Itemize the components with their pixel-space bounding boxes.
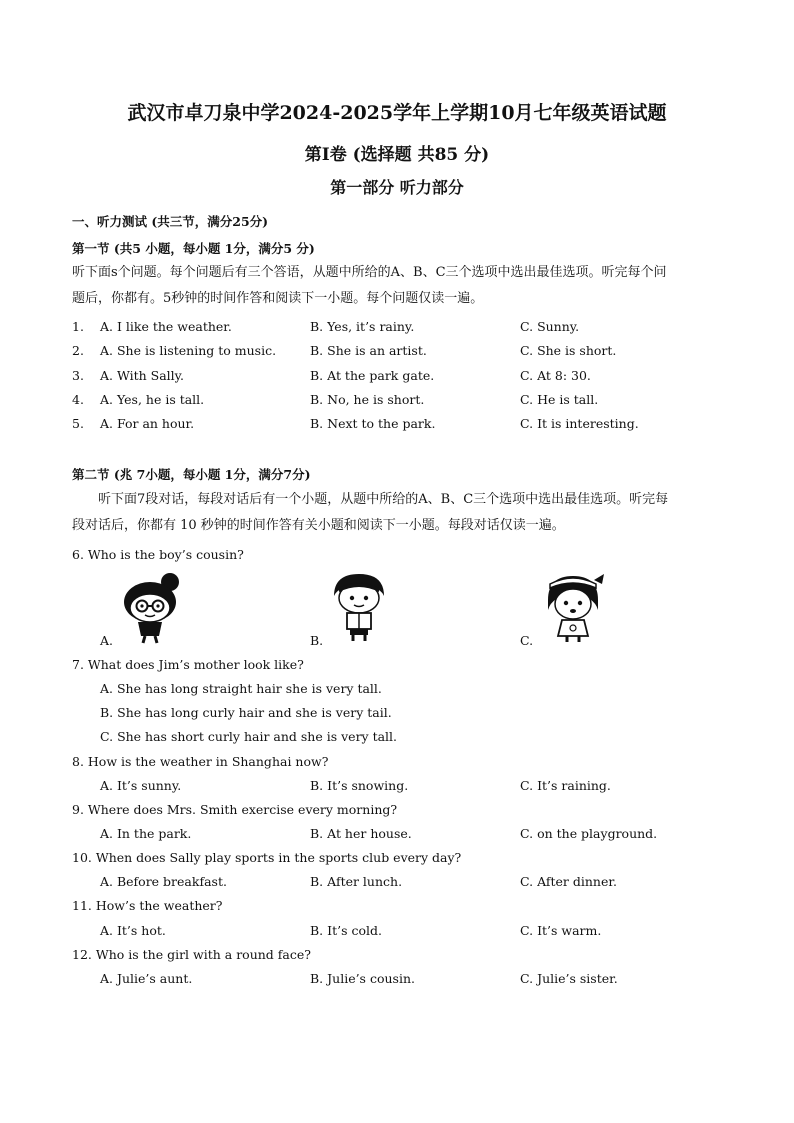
instruction-line: 题后，你都有。5秒钟的时间作答和阅读下一小题。每个问题仅读一遍。 — [72, 291, 484, 306]
subsection-2-heading: 第二节 (兆 7小题，每小题 1分，满分7分) — [72, 467, 311, 482]
option-a: A. With Sally. — [100, 368, 185, 383]
option-b: B. After lunch. — [310, 874, 403, 889]
picture-label-a: A. — [100, 633, 114, 648]
girl-with-glasses-picture — [112, 572, 194, 648]
option-c: C. He is tall. — [520, 392, 599, 407]
option-b: B. It’s cold. — [310, 923, 382, 938]
option-b: B. Next to the park. — [310, 416, 436, 431]
option-c: C. Sunny. — [520, 319, 580, 334]
option-a: A. For an hour. — [100, 416, 195, 431]
picture-label-c: C. — [520, 633, 534, 648]
question-row — [72, 390, 732, 410]
option-a: A. She has long straight hair she is very tall. — [100, 681, 382, 696]
question-row — [72, 921, 732, 941]
instruction-line: 听下面s个问题。每个问题后有三个答语，从题中所给的A、B、C三个选项中选出最佳选项。听完每个问 — [72, 265, 667, 280]
volume-title: 第Ⅰ卷 (选择题 共85 分) — [304, 145, 490, 165]
question-number: 2. — [72, 343, 84, 358]
question-11: 11. How’s the weather? — [72, 898, 223, 913]
option-b: B. At the park gate. — [310, 368, 435, 383]
boy-picture — [326, 570, 392, 646]
option-a: A. I like the weather. — [100, 319, 232, 334]
question-number: 1. — [72, 319, 84, 334]
subsection-2-instructions — [72, 487, 722, 539]
option-b: B. No, he is short. — [310, 392, 425, 407]
section-heading: 一、听力测试 (共三节，满分25分) — [72, 214, 269, 229]
subsection-1-heading: 第一节 (共5 小题，每小题 1分，满分5 分) — [72, 241, 315, 256]
question-row — [72, 824, 732, 844]
question-8: 8. How is the weather in Shanghai now? — [72, 754, 329, 769]
question-12: 12. Who is the girl with a round face? — [72, 947, 311, 962]
question-row — [72, 341, 732, 361]
option-c: C. It’s warm. — [520, 923, 602, 938]
question-10: 10. When does Sally play sports in the sports club every day? — [72, 850, 462, 865]
option-c: C. She has short curly hair and she is very tall. — [100, 729, 398, 744]
option-b: B. She is an artist. — [310, 343, 427, 358]
option-a: A. In the park. — [100, 826, 192, 841]
question-row — [72, 366, 732, 386]
option-b: B. Yes, it’s rainy. — [310, 319, 415, 334]
option-a: A. Before breakfast. — [100, 874, 227, 889]
question-7: 7. What does Jim’s mother look like? — [72, 657, 304, 672]
option-a: A. She is listening to music. — [100, 343, 277, 358]
question-row — [72, 776, 732, 796]
question-row — [72, 872, 732, 892]
option-c: C. After dinner. — [520, 874, 617, 889]
question-row — [72, 969, 732, 989]
part-title: 第一部分 听力部分 — [330, 178, 464, 197]
option-b: B. Julie’s cousin. — [310, 971, 415, 986]
option-c: C. It is interesting. — [520, 416, 639, 431]
question-6: 6. Who is the boy’s cousin? — [72, 547, 244, 562]
option-b: B. She has long curly hair and she is very tail. — [100, 705, 392, 720]
picture-label-b: B. — [310, 633, 324, 648]
option-b: B. At her house. — [310, 826, 412, 841]
question-9: 9. Where does Mrs. Smith exercise every morning? — [72, 802, 398, 817]
question-row — [72, 414, 732, 434]
option-c: C. She is short. — [520, 343, 617, 358]
question-number: 3. — [72, 368, 84, 383]
question-row — [72, 317, 732, 337]
option-b: B. It’s snowing. — [310, 778, 409, 793]
option-a: A. It’s hot. — [100, 923, 166, 938]
exam-title: 武汉市卓刀泉中学2024-2025学年上学期10月七年级英语试题 — [127, 102, 667, 124]
question-number: 4. — [72, 392, 84, 407]
instruction-line: 段对话后，你都有 10 秒钟的时间作答有关小题和阅读下一小题。每段对话仅读一遍。 — [72, 518, 565, 533]
option-a: A. It’s sunny. — [100, 778, 182, 793]
question-number: 5. — [72, 416, 84, 431]
option-c: C. on the playground. — [520, 826, 658, 841]
instruction-line: 听下面7段对话，每段对话后有一个小题，从题中所给的A、B、C三个选项中选出最佳选项。听完每 — [98, 492, 669, 507]
option-a: A. Julie’s aunt. — [100, 971, 193, 986]
option-c: C. At 8: 30. — [520, 368, 591, 383]
girl-with-headband-picture — [538, 570, 608, 648]
option-a: A. Yes, he is tall. — [100, 392, 205, 407]
option-c: C. Julie’s sister. — [520, 971, 618, 986]
subsection-1-instructions — [72, 260, 722, 312]
option-c: C. It’s raining. — [520, 778, 611, 793]
